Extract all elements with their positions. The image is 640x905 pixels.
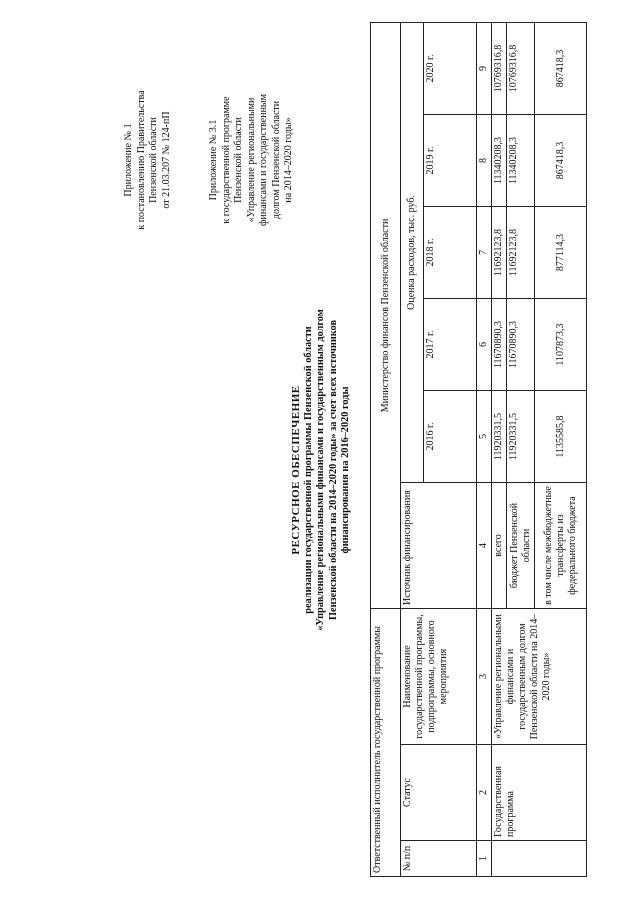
appendix-3-1-line: Пензенской области (233, 117, 244, 203)
row-value: 11692123,8 (492, 207, 507, 299)
title-line: «Управление региональными финансами и государственным долгом (315, 309, 326, 631)
column-number: 3 (477, 609, 492, 745)
column-number: 8 (477, 115, 492, 207)
appendix-1-line: от 21.03.207 № 124-пП (160, 111, 172, 209)
year-header: 2018 г. (424, 207, 477, 299)
row-status: Государственная программа (492, 745, 587, 841)
header-source: Источник финансирования (401, 483, 477, 609)
row-value: 11340208,3 (492, 115, 507, 207)
row-value: 1135585,8 (535, 391, 587, 483)
column-number: 1 (477, 841, 492, 877)
header-num: № п/п (401, 841, 477, 877)
appendix-1-line: Приложение № 1 (123, 123, 134, 197)
row-source: в том числе межбюджетные трансферты из федерального бюджета (535, 483, 587, 609)
appendix-3-1-line: финансами и государственным (258, 94, 269, 226)
responsible-executor-row (371, 22, 401, 876)
row-value: 10769316,8 (492, 22, 507, 114)
appendix-1-line: к постановлению Правительства (135, 90, 147, 230)
appendix-3-1-line: к государственной программе (220, 96, 232, 224)
year-header: 2020 г. (424, 22, 477, 114)
row-value: 867418,3 (535, 22, 587, 114)
row-value: 11920331,5 (492, 391, 507, 483)
row-value: 867418,3 (535, 115, 587, 207)
year-header: 2016 г. (424, 391, 477, 483)
year-header: 2017 г. (424, 299, 477, 391)
appendix-3-1-line: «Управление региональными (245, 97, 257, 223)
appendix-3-1-line: Приложение № 3.1 (208, 119, 219, 201)
row-program-name: «Управление региональными финансами и государственным долгом Пензенской области на 2014–2020 годы» (492, 609, 587, 745)
title-heading: РЕСУРСНОЕ ОБЕСПЕЧЕНИЕ (290, 385, 302, 555)
resource-table (370, 22, 587, 877)
column-number: 9 (477, 22, 492, 114)
title-line: финансирования на 2016–2020 годы (340, 386, 351, 554)
responsible-executor-value: Министерство финансов Пензенской области (371, 22, 401, 608)
row-value: 11692123,8 (507, 207, 535, 299)
column-number: 5 (477, 391, 492, 483)
row-value: 11670890,3 (492, 299, 507, 391)
title-line: Пензенской области на 2014–2020 годы» за счет всех источников (327, 319, 339, 621)
row-value: 11920331,5 (507, 391, 535, 483)
header-status: Статус (401, 745, 477, 841)
table-row (492, 22, 507, 876)
responsible-executor-label: Ответственный исполнитель государственной программы (371, 609, 401, 877)
row-num (492, 841, 587, 877)
appendix-3-1-line: на 2014–2020 годы» (283, 117, 294, 203)
row-value: 10769316,8 (507, 22, 535, 114)
row-value: 11340208,3 (507, 115, 535, 207)
appendix-1-block (123, 60, 173, 260)
row-source: бюджет Пензенской области (507, 483, 535, 609)
year-header: 2019 г. (424, 115, 477, 207)
header-row-1 (401, 22, 424, 876)
document-title (290, 235, 353, 705)
row-value: 877114,3 (535, 207, 587, 299)
title-line: реализации государственной программы Пензенской области (302, 326, 314, 614)
row-value: 11670890,3 (507, 299, 535, 391)
row-value: 1107873,3 (535, 299, 587, 391)
appendix-1-line: Пензенской области (148, 117, 159, 203)
column-number-row (477, 22, 492, 876)
row-source: всего (492, 483, 507, 609)
column-number: 4 (477, 483, 492, 609)
header-estimate: Оценка расходов, тыс. руб. (401, 22, 424, 482)
header-name: Наименование государственной программы, подпрограммы, основного мероприятия (401, 609, 477, 745)
appendix-3-1-line: долгом Пензенской области (270, 100, 282, 220)
appendix-3-1-block (208, 60, 296, 260)
column-number: 6 (477, 299, 492, 391)
column-number: 7 (477, 207, 492, 299)
column-number: 2 (477, 745, 492, 841)
